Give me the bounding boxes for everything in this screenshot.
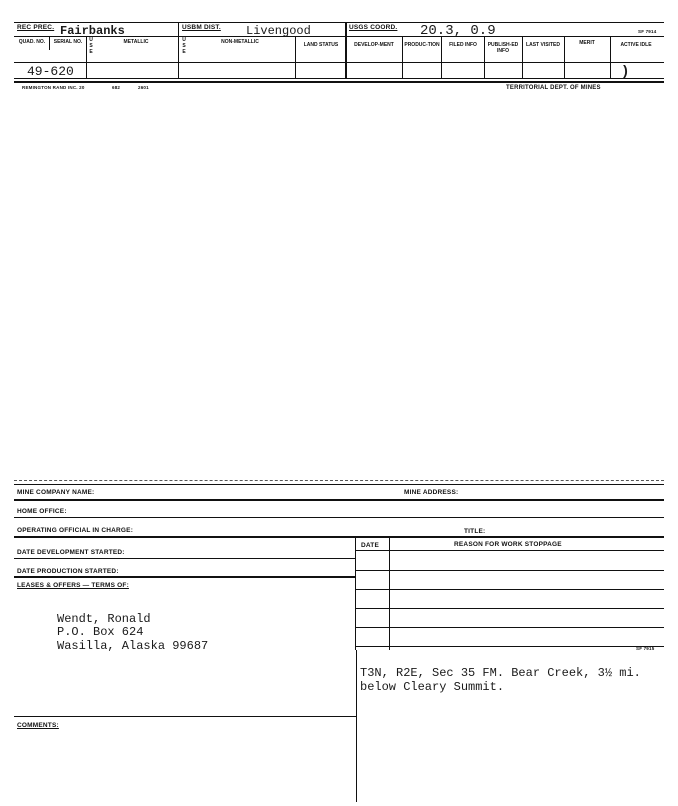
usgs-coord-value: 20.3, 0.9 — [420, 23, 496, 39]
col-filed-info: FILED INFO — [449, 42, 477, 48]
reason-header: REASON FOR WORK STOPPAGE — [454, 541, 562, 548]
col-land-status: LAND STATUS — [303, 42, 339, 48]
lessee-address-1: P.O. Box 624 — [57, 625, 144, 639]
col-nonmetallic: NON-METALLIC — [221, 39, 259, 45]
col-last-visited: LAST VISITED — [526, 42, 560, 48]
mine-address-label: MINE ADDRESS: — [404, 489, 459, 496]
home-office-label: HOME OFFICE: — [17, 508, 67, 515]
date-development-started-label: DATE DEVELOPMENT STARTED: — [17, 549, 125, 556]
location-line-1: T3N, R2E, Sec 35 FM. Bear Creek, 3½ mi. — [360, 666, 641, 680]
lessee-address-2: Wasilla, Alaska 99687 — [57, 639, 209, 653]
printer-code-2: 2601 — [138, 85, 149, 90]
col-production: PRODUC-TION — [404, 42, 440, 48]
date-header: DATE — [361, 542, 380, 549]
col-serial-no: SERIAL NO. — [53, 39, 83, 45]
printer-code-1: 682 — [112, 85, 121, 90]
col-nonmetallic-use: U S E — [182, 37, 186, 55]
usgs-coord-label: USGS COORD. — [349, 24, 398, 31]
col-published-info: PUBLISH-ED INFO — [487, 42, 519, 54]
col-metallic: METALLIC — [123, 39, 149, 45]
mine-company-name-label: MINE COMPANY NAME: — [17, 489, 95, 496]
lessee-name: Wendt, Ronald — [57, 612, 151, 626]
operating-official-label: OPERATING OFFICIAL IN CHARGE: — [17, 527, 134, 534]
quad-serial-value: 49-620 — [27, 64, 74, 79]
printer-imprint: REMINGTON RAND INC. 20 — [22, 85, 85, 90]
col-quad-no: QUAD. NO. — [18, 39, 46, 45]
usbm-dist-label: USBM DIST. — [182, 24, 221, 31]
usbm-dist-value: Livengood — [246, 24, 311, 38]
territorial-dept: TERRITORIAL DEPT. OF MINES — [506, 85, 601, 91]
col-active-idle: ACTIVE IDLE — [620, 42, 652, 48]
rec-prec-label: REC PREC. — [17, 24, 55, 31]
form-number-bottom: SF 7915 — [636, 646, 655, 651]
title-label: TITLE: — [464, 528, 486, 535]
location-line-2: below Cleary Summit. — [360, 680, 505, 694]
col-metallic-use: U S E — [89, 37, 93, 55]
leases-offers-label: LEASES & OFFERS — TERMS OF: — [17, 582, 129, 589]
date-production-started-label: DATE PRODUCTION STARTED: — [17, 568, 119, 575]
col-development: DEVELOP-MENT — [354, 42, 394, 48]
form-number-top: SF 7914 — [638, 29, 657, 34]
active-idle-mark: ) — [621, 64, 630, 80]
col-merit: MERIT — [579, 40, 595, 46]
comments-label: COMMENTS: — [17, 722, 59, 729]
rec-prec-value: Fairbanks — [60, 24, 125, 38]
